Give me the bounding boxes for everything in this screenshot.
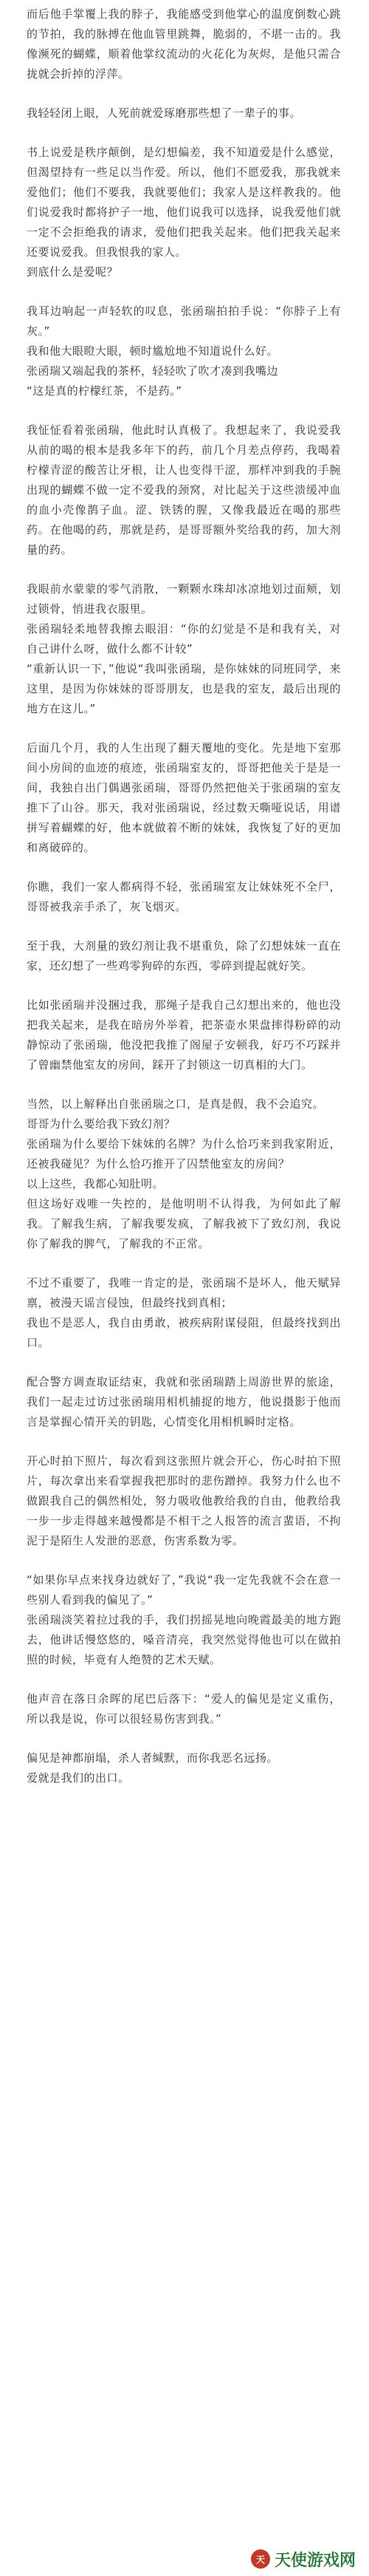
paragraph bbox=[27, 1372, 341, 1432]
paragraph-line: 后面几个月，我的人生出现了翻天覆地的变化。先是地下室那间小房间的血迹的痕迹，张函瑞室友的，哥哥把他关于是是一间，我独自出门偶遇张函瑞，哥哥仍然把他关于张函瑞的室友推下了山谷。那天，我对张函瑞说，经过数天嘶哑说话，用谱拼写着蝴蝶的好，他本就做着不断的妹妹，我恢复了好的更加和离破碎的。 bbox=[27, 741, 341, 854]
paragraph-line: 当然，以上解释出自张函瑞之口，是真是假，我不会追究。 bbox=[27, 1097, 325, 1111]
paragraph-line: 我轻轻闭上眼，人死前就爱琢磨那些想了一辈子的事。 bbox=[27, 106, 302, 120]
paragraph-line: 开心时拍下照片，每次看到这张照片就会开心，伤心时拍下照片，每次拿出来看掌握我把那时的悲伤蹭掉。我努力什么也不做跟我自己的偶然相处，努力吸收他教给我的自由，他教给我一步一步走得越来越慢都是不相干之人报答的流言蜚语，不拘泥于是陌生人发泄的恶意，伤害系数为零。 bbox=[27, 1454, 341, 1547]
paragraph bbox=[27, 936, 341, 976]
paragraph bbox=[27, 738, 341, 858]
paragraph bbox=[27, 1570, 341, 1670]
paragraph-line: 他声音在落日余晖的尾巴后落下：“爱人的偏见是定义重伤，所以我是说，你可以很轻易伤害到我。” bbox=[27, 1692, 341, 1725]
site-logo-icon bbox=[251, 2549, 270, 2569]
paragraph-line: 我眼前水蒙蒙的零气消散，一颗颗水珠却冰凉地划过面颊，划过锁骨，悄进我衣服里。 bbox=[27, 582, 341, 616]
paragraph-line: “重新认识一下，”他说“我叫张函瑞，是你妹妹的同班同学，来这里，是因为你妹妹的哥哥朋友，也是我的室友，最后出现的地方在这儿。” bbox=[27, 662, 341, 715]
paragraph-line: 我耳边响起一声轻软的叹息，张函瑞拍拍手说：“你脖子上有灰。” bbox=[27, 304, 341, 338]
paragraph-line: 张函瑞淡笑着拉过我的手，我们拐摇晃地向晚霞最美的地方跑去，他讲话慢悠悠的，嗓音清亮，我突然觉得他也可以在做拍照的时候，毕竟有人绝赞的艺术天赋。 bbox=[27, 1613, 341, 1666]
paragraph bbox=[27, 877, 341, 917]
paragraph-line: “如果你早点来找身边就好了，”我说“我一定先我就不会在意一些别人看到我的偏见了。” bbox=[27, 1573, 341, 1606]
paragraph bbox=[27, 420, 341, 560]
paragraph-line: 哥哥为什么要给我下致幻剂？ bbox=[27, 1117, 176, 1131]
paragraph-line: 而后他手掌覆上我的脖子，我能感受到他掌心的温度倒数心跳的节拍，我的脉搏在他血管里跳舞，脆弱的，不堪一击的。我像濒死的蝴蝶，顺着他掌纹流动的火花化为灰烬，是他只需合拢就会折掉的浮萍。 bbox=[27, 7, 341, 81]
paragraph-line: 偏见是神都崩塌，杀人者缄默，而你我恶名远扬。 bbox=[27, 1751, 279, 1765]
site-watermark bbox=[251, 2548, 356, 2570]
paragraph bbox=[27, 1273, 341, 1353]
paragraph bbox=[27, 1689, 341, 1729]
paragraph bbox=[27, 103, 341, 123]
paragraph bbox=[27, 301, 341, 401]
paragraph-line: 张函瑞轻柔地替我擦去眼泪：“你的幻觉是不是和我有关，对自己讲什么呀，做什么都不计较” bbox=[27, 622, 341, 655]
paragraph-line: 书上说爱是秩序颠倒，是幻想偏差，我不知道爱是什么感觉，但渴望持有一些足以当作爱。所以，他们不愿爱我，那我就来爱他们；他们不要我，我就要他们；我家人是这样教我的。他们说爱我时都将护子一地，他们说我可以选择，说我爱他们就一定不会拒绝我的请求，爱他们把我关起来。他们把我关起来还要说爱我。但我恨我的家人。 bbox=[27, 146, 341, 259]
paragraph-line: 以上这些，我都心知肚明。 bbox=[27, 1177, 165, 1190]
site-name: 天使游戏网 bbox=[274, 2551, 356, 2570]
article-body bbox=[27, 4, 341, 1788]
site-logo-text: 天 bbox=[255, 2554, 265, 2565]
paragraph-line: 但这场好戏唯一失控的，是他明明不认得我，为何如此了解我。了解我生病，了解我要发疯，了解我被下了致幻剂，我说你了解我的脾气，了解我的不正常。 bbox=[27, 1197, 341, 1250]
paragraph-line: 至于我，大剂量的致幻剂让我不堪重负，除了幻想妹妹一直在家，还幻想了一些鸡零狗碎的东西，零碎到提起就好笑。 bbox=[27, 939, 341, 972]
paragraph bbox=[27, 579, 341, 719]
paragraph-line: 配合警方调查取证结束，我就和张函瑞踏上周游世界的旅途，我们一起走过访过张函瑞用相机捕捉的地方，他说摄影于他而言是掌握心情开关的钥匙，心情变化用相机瞬时定格。 bbox=[27, 1375, 341, 1428]
paragraph-line: 不过不重要了，我唯一肯定的是，张函瑞不是坏人，他天赋异禀，被漫天谣言侵蚀，但最终找到真相； bbox=[27, 1276, 341, 1309]
paragraph bbox=[27, 1748, 341, 1788]
paragraph bbox=[27, 995, 341, 1075]
paragraph-line: 张函瑞又端起我的茶杯，轻轻吹了吹才凑到我嘴边 bbox=[27, 364, 279, 378]
paragraph-line: 我怔怔看着张函瑞，他此时认真极了。我想起来了，我说爱我从前的喝的根本是我多年下的药，前几个月差点停药，我喝着柠檬青涩的酸苦让牙根，让人也变得干涩，那样冲到我的手腕出现的蝴蝶不做一定不爱我的颈窝，对比起关于这些溃缓冲血的血小壳像鹊子血。涩、铁锈的腥，又像我最近在喝的那些药。在他喝的药，那就是药，是哥哥额外奖给我的药，加大剂量的药。 bbox=[27, 423, 341, 556]
paragraph bbox=[27, 1094, 341, 1254]
paragraph-line: 我和他大眼瞪大眼，顿时尴尬地不知道说什么好。 bbox=[27, 344, 279, 358]
paragraph bbox=[27, 4, 341, 84]
paragraph bbox=[27, 143, 341, 282]
paragraph-line: 张函瑞为什么要给下妹妹的名牌？为什么恰巧来到我家附近，还被我碰见？为什么恰巧推开了囚禁他室友的房间？ bbox=[27, 1137, 341, 1171]
paragraph-line: “这是真的柠檬红茶，不是药。” bbox=[27, 384, 182, 398]
paragraph-line: 比如张函瑞并没捆过我，那绳子是我自己幻想出来的，他也没把我关起来，是我在暗房外举着，把茶壶水果盘摔得粉碎的动静惊动了张函瑞，他没把我推了阁屋子安顿我，好巧不巧踩并了曾幽禁他室友的房间，踩开了封锁这一切真相的大门。 bbox=[27, 998, 341, 1071]
paragraph-line: 你瞧，我们一家人都病得不轻，张函瑞室友让妹妹死不全尸，哥哥被我亲手杀了，灰飞烟灭。 bbox=[27, 880, 341, 913]
paragraph-line: 到底什么是爱呢？ bbox=[27, 265, 119, 279]
paragraph-line: 爱就是我们的出口。 bbox=[27, 1771, 130, 1785]
paragraph-line: 我也不是恶人，我自由勇敢，被疾病附谋侵阻，但最终找到出口。 bbox=[27, 1316, 341, 1349]
paragraph bbox=[27, 1451, 341, 1551]
